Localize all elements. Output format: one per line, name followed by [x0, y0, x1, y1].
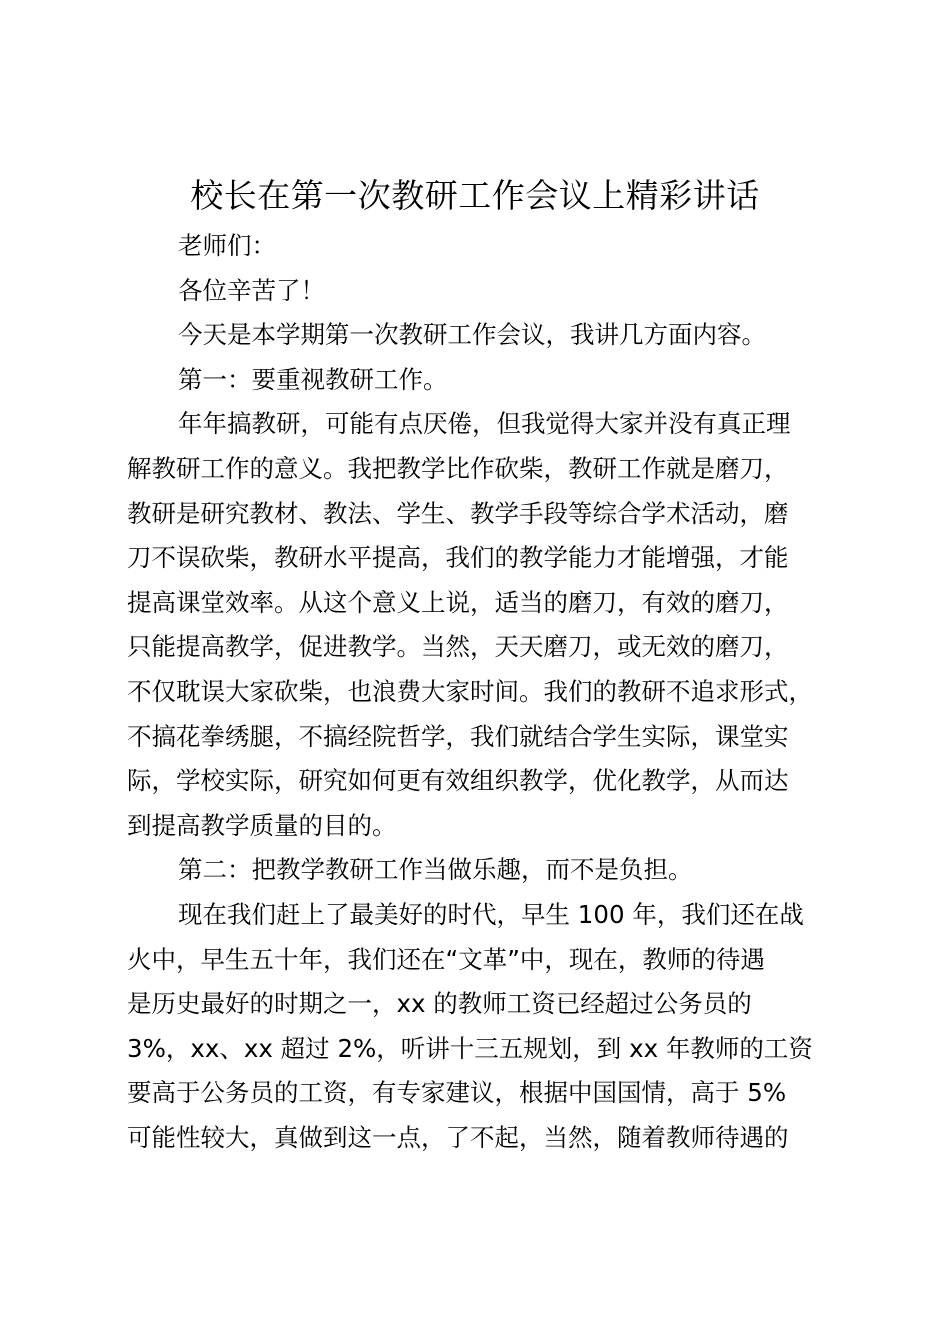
- text-line: 不搞花拳绣腿，不搞经院哲学，我们就结合学生实际，课堂实: [127, 721, 789, 751]
- text-line: 刀不误砍柴，教研水平提高，我们的教学能力才能增强，才能: [127, 543, 789, 573]
- text-line: 不仅耽误大家砍柴，也浪费大家时间。我们的教研不追求形式，: [127, 676, 813, 706]
- text-line: 3%，xx、xx 超过 2%，听讲十三五规划，到 xx 年教师的工资: [127, 1033, 813, 1063]
- text-line: 现在我们赶上了最美好的时代，早生 100 年，我们还在战: [178, 899, 804, 929]
- text-line: 火中，早生五十年，我们还在“文革”中，现在，教师的待遇: [127, 944, 765, 974]
- text-line: 要高于公务员的工资，有专家建议，根据中国国情，高于 5%: [127, 1078, 787, 1108]
- text-line: 只能提高教学，促进教学。当然，天天磨刀，或无效的磨刀，: [127, 632, 789, 662]
- document-body: [127, 224, 837, 1160]
- document-title: 校长在第一次教研工作会议上精彩讲话: [190, 176, 760, 215]
- text-line: 是历史最好的时期之一，xx 的教师工资已经超过公务员的: [127, 989, 752, 1019]
- text-line: 可能性较大，真做到这一点，了不起，当然，随着教师待遇的: [127, 1122, 789, 1152]
- text-line: 各位辛苦了！: [178, 275, 325, 305]
- text-line: 第二：把教学教研工作当做乐趣，而不是负担。: [178, 855, 693, 885]
- text-line: 到提高教学质量的目的。: [127, 810, 397, 840]
- text-line: 年年搞教研，可能有点厌倦，但我觉得大家并没有真正理: [178, 409, 791, 439]
- text-line: 老师们：: [178, 231, 276, 260]
- text-line: 今天是本学期第一次教研工作会议，我讲几方面内容。: [178, 320, 766, 350]
- text-line: 际，学校实际，研究如何更有效组织教学，优化教学，从而达: [127, 766, 789, 796]
- text-line: 解教研工作的意义。我把教学比作砍柴，教研工作就是磨刀，: [127, 453, 789, 483]
- text-line: 提高课堂效率。从这个意义上说，适当的磨刀，有效的磨刀，: [127, 587, 789, 617]
- text-line: 教研是研究教材、教法、学生、教学手段等综合学术活动，磨: [127, 498, 789, 528]
- text-line: 第一：要重视教研工作。: [178, 364, 448, 394]
